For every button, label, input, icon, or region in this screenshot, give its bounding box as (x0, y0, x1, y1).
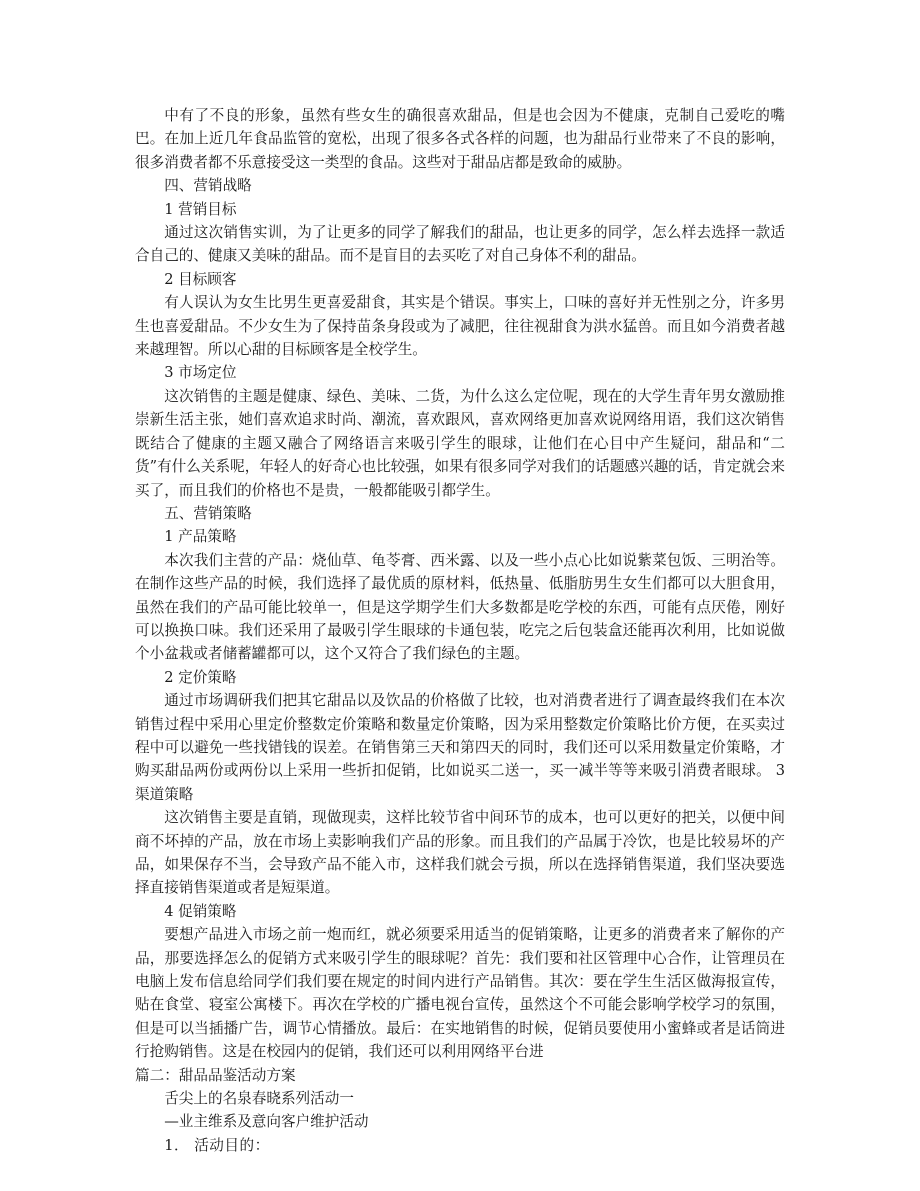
activity-subtitle: —业主维系及意向客户维护活动 (164, 1113, 369, 1131)
subsection-heading: 1 产品策略 (164, 528, 237, 546)
section-heading: 四、营销战略 (164, 177, 252, 195)
paragraph: 通过这次销售实训，为了让更多的同学了解我们的甜品，也让更多的同学，怎么样去选择一款适合自己的、健康又美味的甜品。而不是盲目的去买吃了对自己身体不利的甜品。 (135, 224, 785, 265)
numbered-heading: 1． 活动目的： (164, 1136, 270, 1154)
paragraph: 要想产品进入市场之前一炮而红，就必须要采用适当的促销策略，让更多的消费者来了解你的产品，那要选择怎么的促销方式来吸引学生的眼球呢？首先：我们要和社区管理中心合作，让管理员在电脑上发布信息给同学们我们要在规定的时间内进行产品销售。其次：要在学生生活区做海报宣传，贴在食堂、寝室公寓楼下。再次在学校的广播电视台宣传，虽然这个不可能会影响学校学习的氛围，但是可以当插播广告，调节心情播放。最后：在实地销售的时候，促销员要使用小蜜蜂或者是话筒进行抢购销售。这是在校园内的促销，我们还可以利用网络平台进 (135, 926, 785, 1061)
article-heading: 篇二：甜品品鉴活动方案 (135, 1066, 296, 1084)
subsection-heading: 1 营销目标 (164, 200, 237, 218)
subsection-heading: 2 定价策略 (164, 668, 237, 686)
paragraph: 中有了不良的形象，虽然有些女生的确很喜欢甜品，但是也会因为不健康，克制自己爱吃的嘴巴。在加上近几年食品监管的宽松，出现了很多各式各样的问题，也为甜品行业带来了不良的影响，很多消费者都不乐意接受这一类型的食品。这些对于甜品店都是致命的威胁。 (135, 107, 785, 171)
paragraph: 本次我们主营的产品：烧仙草、龟苓膏、西米露、以及一些小点心比如说紫菜包饭、三明治等。在制作这些产品的时候，我们选择了最优质的原材料，低热量、低脂肪男生女生们都可以大胆食用，虽然在我们的产品可能比较单一，但是这学期学生们大多数都是吃学校的东西，可能有点厌倦，刚好可以换换口味。我们还采用了最吸引学生眼球的卡通包装，吃完之后包装盒还能再次利用，比如说做个小盆栽或者储蓄罐都可以，这个又符合了我们绿色的主题。 (135, 551, 785, 663)
subsection-heading: 2 目标顾客 (164, 270, 237, 288)
paragraph: 这次销售主要是直销，现做现卖，这样比较节省中间环节的成本，也可以更好的把关，以便中间商不坏掉的产品，放在市场上卖影响我们产品的形象。而且我们的产品属于冷饮，也是比较易坏的产品，如果保存不当，会导致产品不能入市，这样我们就会亏损，所以在选择销售渠道，我们坚决要选择直接销售渠道或者是短渠道。 (135, 809, 785, 897)
subsection-heading: 3 市场定位 (164, 364, 237, 382)
paragraph: 通过市场调研我们把其它甜品以及饮品的价格做了比较，也对消费者进行了调查最终我们在本次销售过程中采用心里定价整数定价策略和数量定价策略，因为采用整数定价策略比价方便，在买卖过程中可以避免一些找错钱的误差。在销售第三天和第四天的同时，我们还可以采用数量定价策略，才购买甜品两份或两份以上采用一些折扣促销，比如说买二送一，买一减半等等来吸引消费者眼球。 3 渠道策略 (135, 692, 785, 803)
document-body (135, 104, 785, 1157)
section-heading: 五、营销策略 (164, 504, 252, 522)
paragraph: 这次销售的主题是健康、绿色、美味、二货，为什么这么定位呢，现在的大学生青年男女激励推崇新生活主张，她们喜欢追求时尚、潮流，喜欢跟风，喜欢网络更加喜欢说网络用语，我们这次销售既结合了健康的主题又融合了网络语言来吸引学生的眼球，让他们在心目中产生疑问，甜品和“二货”有什么关系呢，年轻人的好奇心也比较强，如果有很多同学对我们的话题感兴趣的话，肯定就会来买了，而且我们的价格也不是贵，一般都能吸引都学生。 (135, 387, 785, 499)
subsection-heading: 4 促销策略 (164, 902, 237, 920)
paragraph: 有人误认为女生比男生更喜爱甜食，其实是个错误。事实上，口味的喜好并无性别之分，许多男生也喜爱甜品。不少女生为了保持苗条身段或为了减肥，往往视甜食为洪水猛兽。而且如今消费者越来越理智。所以心甜的目标顾客是全校学生。 (135, 294, 785, 359)
activity-title: 舌尖上的名泉春晓系列活动一 (164, 1090, 354, 1108)
